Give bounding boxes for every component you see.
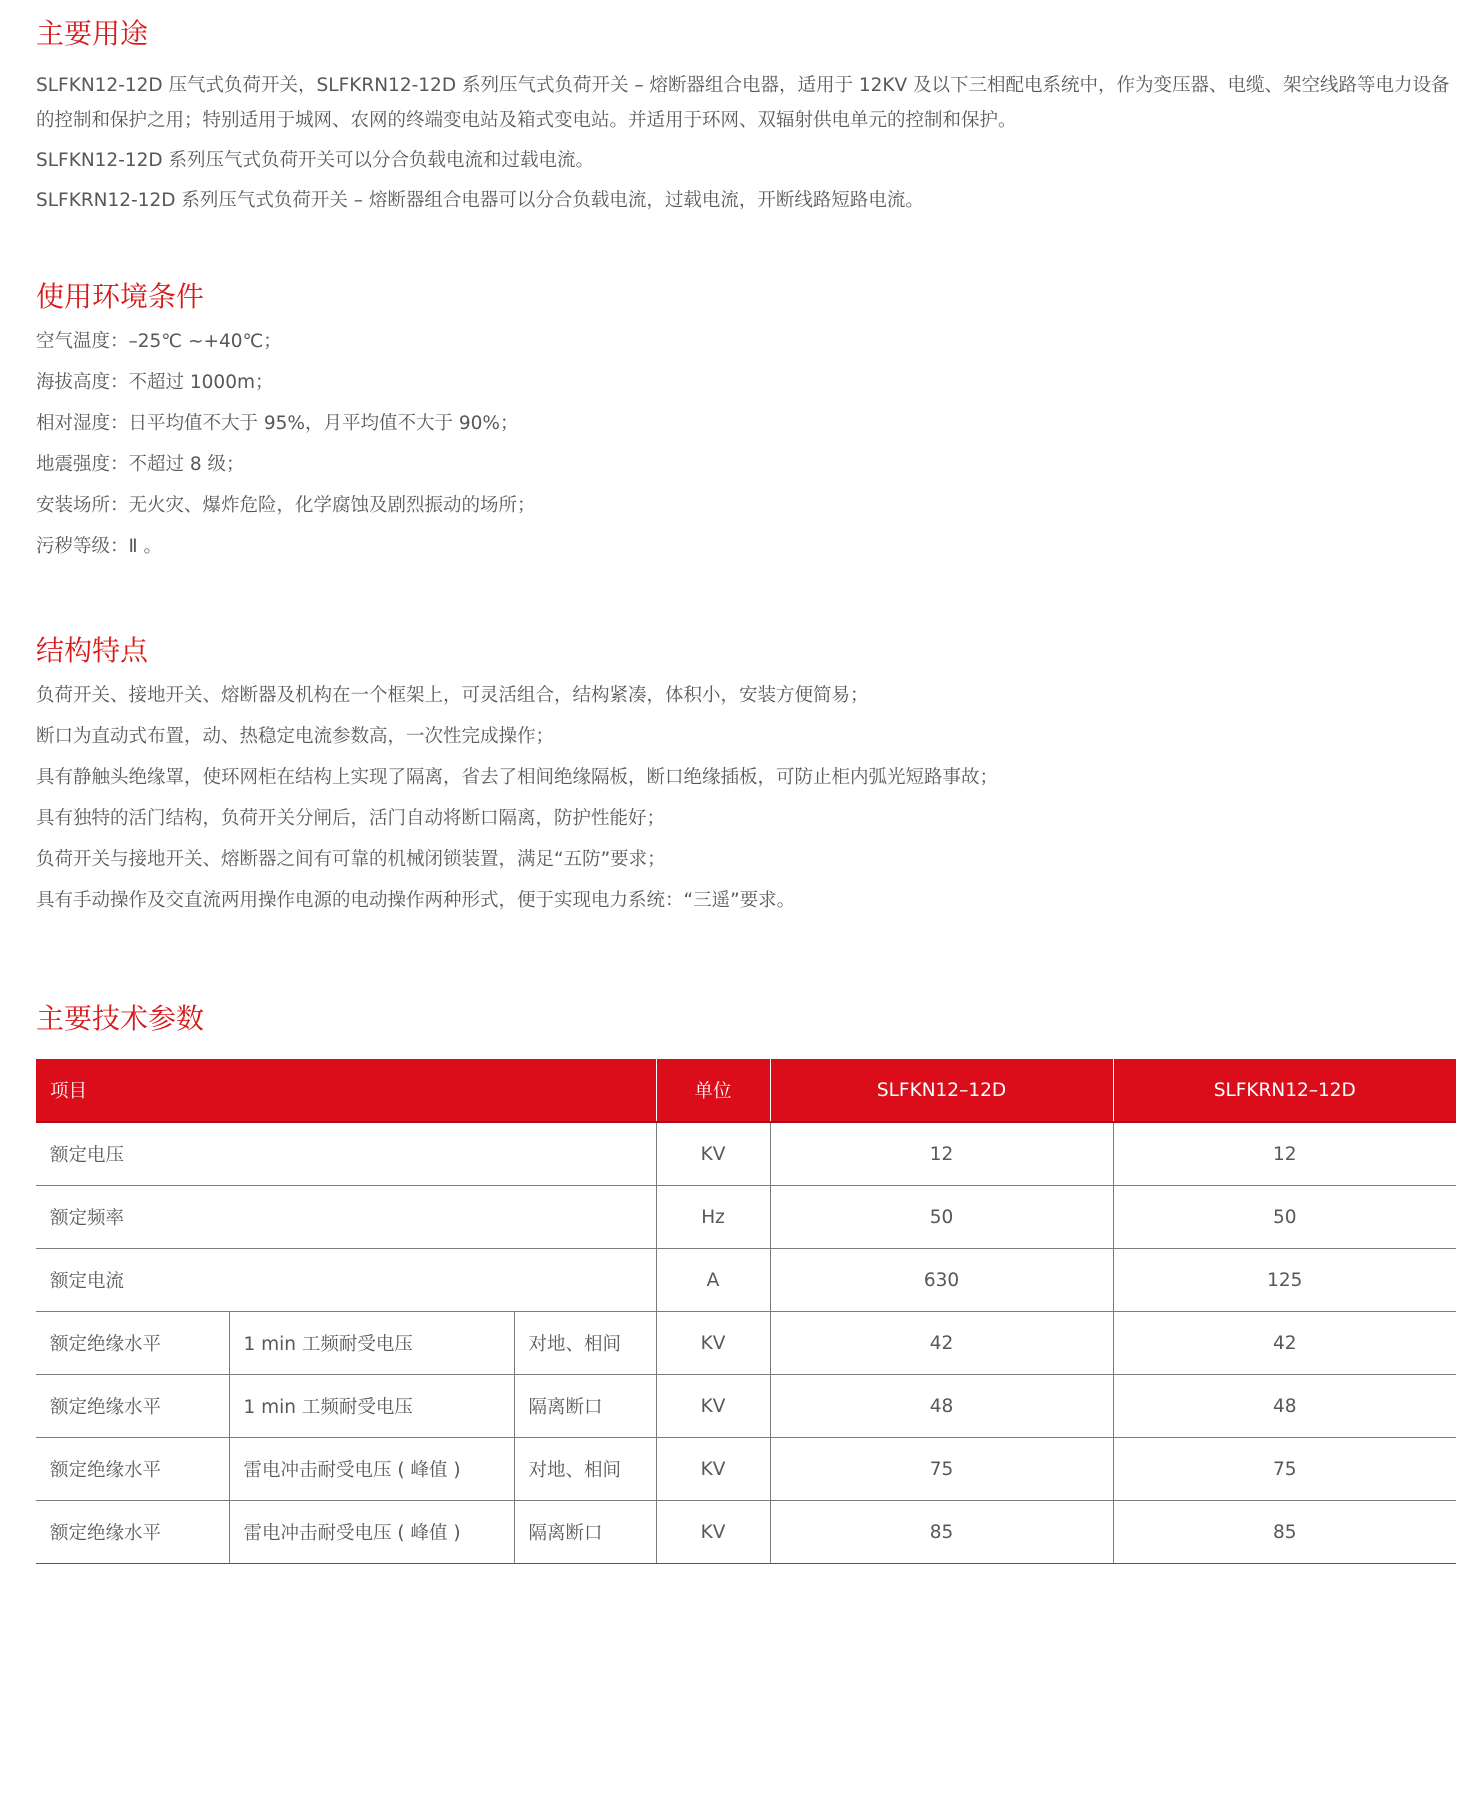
section-environment	[36, 280, 1456, 567]
structure-line: 负荷开关与接地开关、熔断器之间有可靠的机械闭锁装置，满足“五防”要求；	[36, 849, 666, 870]
section-title-params: 主要技术参数	[36, 1002, 205, 1035]
cell-unit: KV	[656, 1438, 770, 1501]
table-row	[36, 1438, 1456, 1501]
cell-model-b: 75	[1113, 1438, 1456, 1501]
environment-line: 地震强度：不超过 8 级；	[36, 454, 245, 475]
environment-line: 污秽等级：Ⅱ 。	[36, 536, 162, 557]
cell-model-b: 48	[1113, 1375, 1456, 1438]
usage-paragraph-3: SLFKRN12-12D 系列压气式负荷开关 – 熔断器组合电器可以分合负载电流，过载电流，开断线路短路电流。	[36, 190, 924, 211]
params-table	[36, 1059, 1456, 1564]
cell-model-a: 48	[770, 1375, 1113, 1438]
cell-item: 额定绝缘水平	[36, 1312, 229, 1375]
cell-model-b: 50	[1113, 1186, 1456, 1249]
cell-item: 额定电流	[36, 1249, 656, 1312]
structure-line: 具有独特的活门结构，负荷开关分闸后，活门自动将断口隔离，防护性能好；	[36, 808, 666, 829]
section-title-usage: 主要用途	[36, 17, 149, 50]
environment-line: 海拔高度：不超过 1000m；	[36, 372, 274, 393]
cell-unit: Hz	[656, 1186, 770, 1249]
cell-model-a: 630	[770, 1249, 1113, 1312]
structure-line: 具有静触头绝缘罩，使环网柜在结构上实现了隔离，省去了相间绝缘隔板，断口绝缘插板，可防止柜内弧光短路事故；	[36, 767, 999, 788]
environment-line: 安装场所：无火灾、爆炸危险，化学腐蚀及剧烈振动的场所；	[36, 495, 536, 516]
cell-unit: KV	[656, 1501, 770, 1564]
cell-test: 1 min 工频耐受电压	[229, 1375, 514, 1438]
cell-unit: KV	[656, 1375, 770, 1438]
cell-item: 额定频率	[36, 1186, 656, 1249]
header-model-b: SLFKRN12–12D	[1113, 1059, 1456, 1122]
table-row	[36, 1375, 1456, 1438]
cell-model-a: 42	[770, 1312, 1113, 1375]
cell-unit: A	[656, 1249, 770, 1312]
structure-line: 负荷开关、接地开关、熔断器及机构在一个框架上，可灵活组合，结构紧凑，体积小，安装方便简易；	[36, 685, 869, 706]
cell-model-a: 50	[770, 1186, 1113, 1249]
table-row	[36, 1186, 1456, 1249]
header-unit: 单位	[656, 1059, 770, 1122]
cell-item: 额定绝缘水平	[36, 1501, 229, 1564]
cell-item: 额定绝缘水平	[36, 1438, 229, 1501]
cell-unit: KV	[656, 1122, 770, 1186]
table-row	[36, 1501, 1456, 1564]
cell-item: 额定电压	[36, 1122, 656, 1186]
environment-line: 空气温度：–25℃ ~+40℃；	[36, 331, 282, 352]
cell-position: 隔离断口	[514, 1501, 656, 1564]
environment-line: 相对湿度：日平均值不大于 95%，月平均值不大于 90%；	[36, 413, 519, 434]
cell-model-b: 125	[1113, 1249, 1456, 1312]
cell-model-b: 42	[1113, 1312, 1456, 1375]
header-model-a: SLFKN12–12D	[770, 1059, 1113, 1122]
cell-model-a: 75	[770, 1438, 1113, 1501]
section-title-structure: 结构特点	[36, 634, 149, 667]
cell-model-a: 12	[770, 1122, 1113, 1186]
header-item: 项目	[36, 1059, 656, 1122]
cell-test: 1 min 工频耐受电压	[229, 1312, 514, 1375]
cell-model-a: 85	[770, 1501, 1113, 1564]
table-row	[36, 1122, 1456, 1186]
section-structure	[36, 634, 1456, 921]
structure-line: 断口为直动式布置，动、热稳定电流参数高，一次性完成操作；	[36, 726, 555, 747]
cell-item: 额定绝缘水平	[36, 1375, 229, 1438]
section-usage	[36, 17, 1456, 223]
table-row	[36, 1312, 1456, 1375]
table-row	[36, 1249, 1456, 1312]
table-header-row	[36, 1059, 1456, 1122]
cell-model-b: 85	[1113, 1501, 1456, 1564]
cell-position: 隔离断口	[514, 1375, 656, 1438]
cell-position: 对地、相间	[514, 1312, 656, 1375]
cell-unit: KV	[656, 1312, 770, 1375]
section-title-environment: 使用环境条件	[36, 280, 205, 313]
cell-model-b: 12	[1113, 1122, 1456, 1186]
structure-line: 具有手动操作及交直流两用操作电源的电动操作两种形式，便于实现电力系统：“三遥”要求。	[36, 890, 796, 911]
cell-position: 对地、相间	[514, 1438, 656, 1501]
usage-paragraph-1: SLFKN12-12D 压气式负荷开关，SLFKRN12-12D 系列压气式负荷开关 – 熔断器组合电器，适用于 12KV 及以下三相配电系统中，作为变压器、电缆、架空线路等电力设备的控制和保护之用；特别适用于城网、农网的终端变电站及箱式变电站。并适用于环网、双辐射供电单元的控制和保护。	[36, 75, 1450, 131]
section-params	[36, 1002, 1456, 1564]
usage-paragraph-2: SLFKN12-12D 系列压气式负荷开关可以分合负载电流和过载电流。	[36, 150, 595, 171]
cell-test: 雷电冲击耐受电压 ( 峰值 )	[229, 1501, 514, 1564]
cell-test: 雷电冲击耐受电压 ( 峰值 )	[229, 1438, 514, 1501]
